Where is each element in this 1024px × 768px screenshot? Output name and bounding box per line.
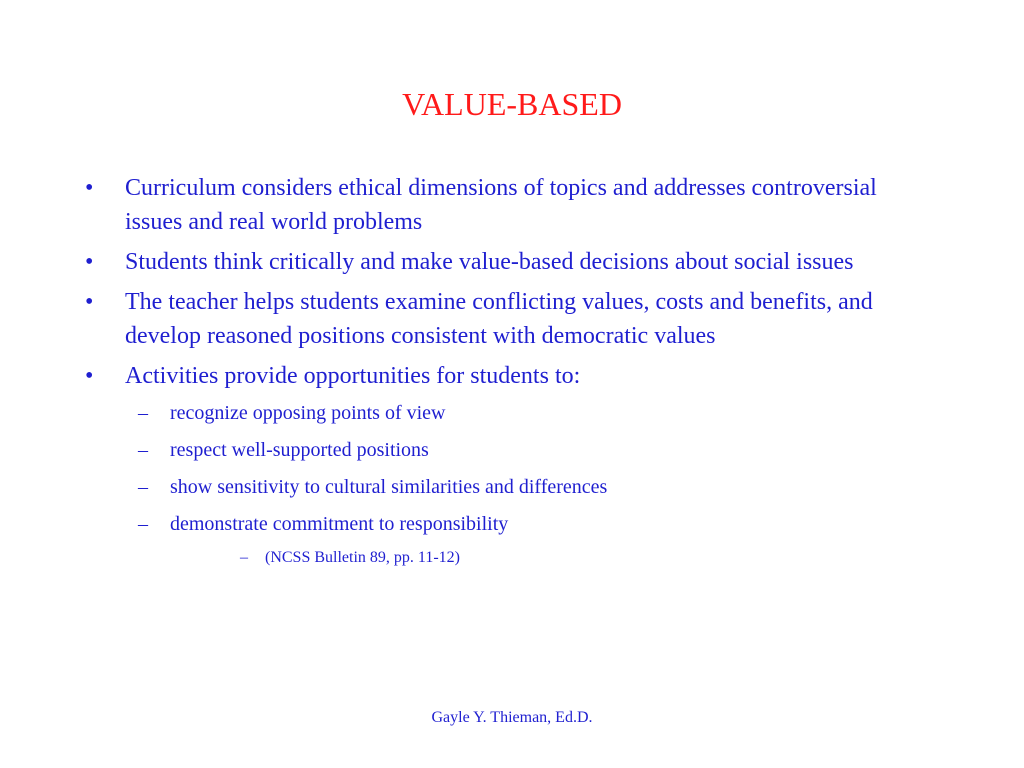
bullet-item <box>82 245 932 279</box>
citation-text: (NCSS Bulletin 89, pp. 11-12) <box>265 549 460 566</box>
sub-bullet-text: demonstrate commitment to responsibility <box>170 513 509 535</box>
sub-bullet-item <box>82 436 932 464</box>
bullet-text: Activities provide opportunities for students to: <box>125 363 581 389</box>
sub-bullet-item <box>82 473 932 501</box>
dash-marker: – <box>138 402 148 424</box>
footer-author: Gayle Y. Thieman, Ed.D. <box>431 709 593 726</box>
bullet-marker: • <box>85 289 94 315</box>
sub-bullet-list <box>82 399 932 569</box>
sub-bullet-text: recognize opposing points of view <box>170 402 446 424</box>
dash-marker: – <box>138 513 148 535</box>
dash-marker: – <box>138 439 148 461</box>
bullet-text: The teacher helps students examine conflicting values, costs and benefits, and develop reasoned positions consistent with democratic values <box>125 289 873 349</box>
slide-title: VALUE-BASED <box>402 86 622 122</box>
dash-marker: – <box>240 549 248 566</box>
sub-bullet-item <box>82 510 932 538</box>
bullet-marker: • <box>85 175 94 201</box>
dash-marker: – <box>138 476 148 498</box>
citation-item <box>82 547 932 569</box>
sub-bullet-text: respect well-supported positions <box>170 439 429 461</box>
bullet-marker: • <box>85 249 94 275</box>
bullet-marker: • <box>85 363 94 389</box>
sub-bullet-item <box>82 399 932 427</box>
sub-bullet-text: show sensitivity to cultural similarities and differences <box>170 476 608 498</box>
bullet-item <box>82 359 932 393</box>
bullet-item <box>82 285 932 353</box>
bullet-item <box>82 171 932 239</box>
bullet-list <box>82 171 932 569</box>
bullet-text: Students think critically and make value-based decisions about social issues <box>125 249 854 275</box>
bullet-text: Curriculum considers ethical dimensions of topics and addresses controversial issues and real world problems <box>125 175 877 235</box>
sub-bullet-group <box>82 399 932 569</box>
